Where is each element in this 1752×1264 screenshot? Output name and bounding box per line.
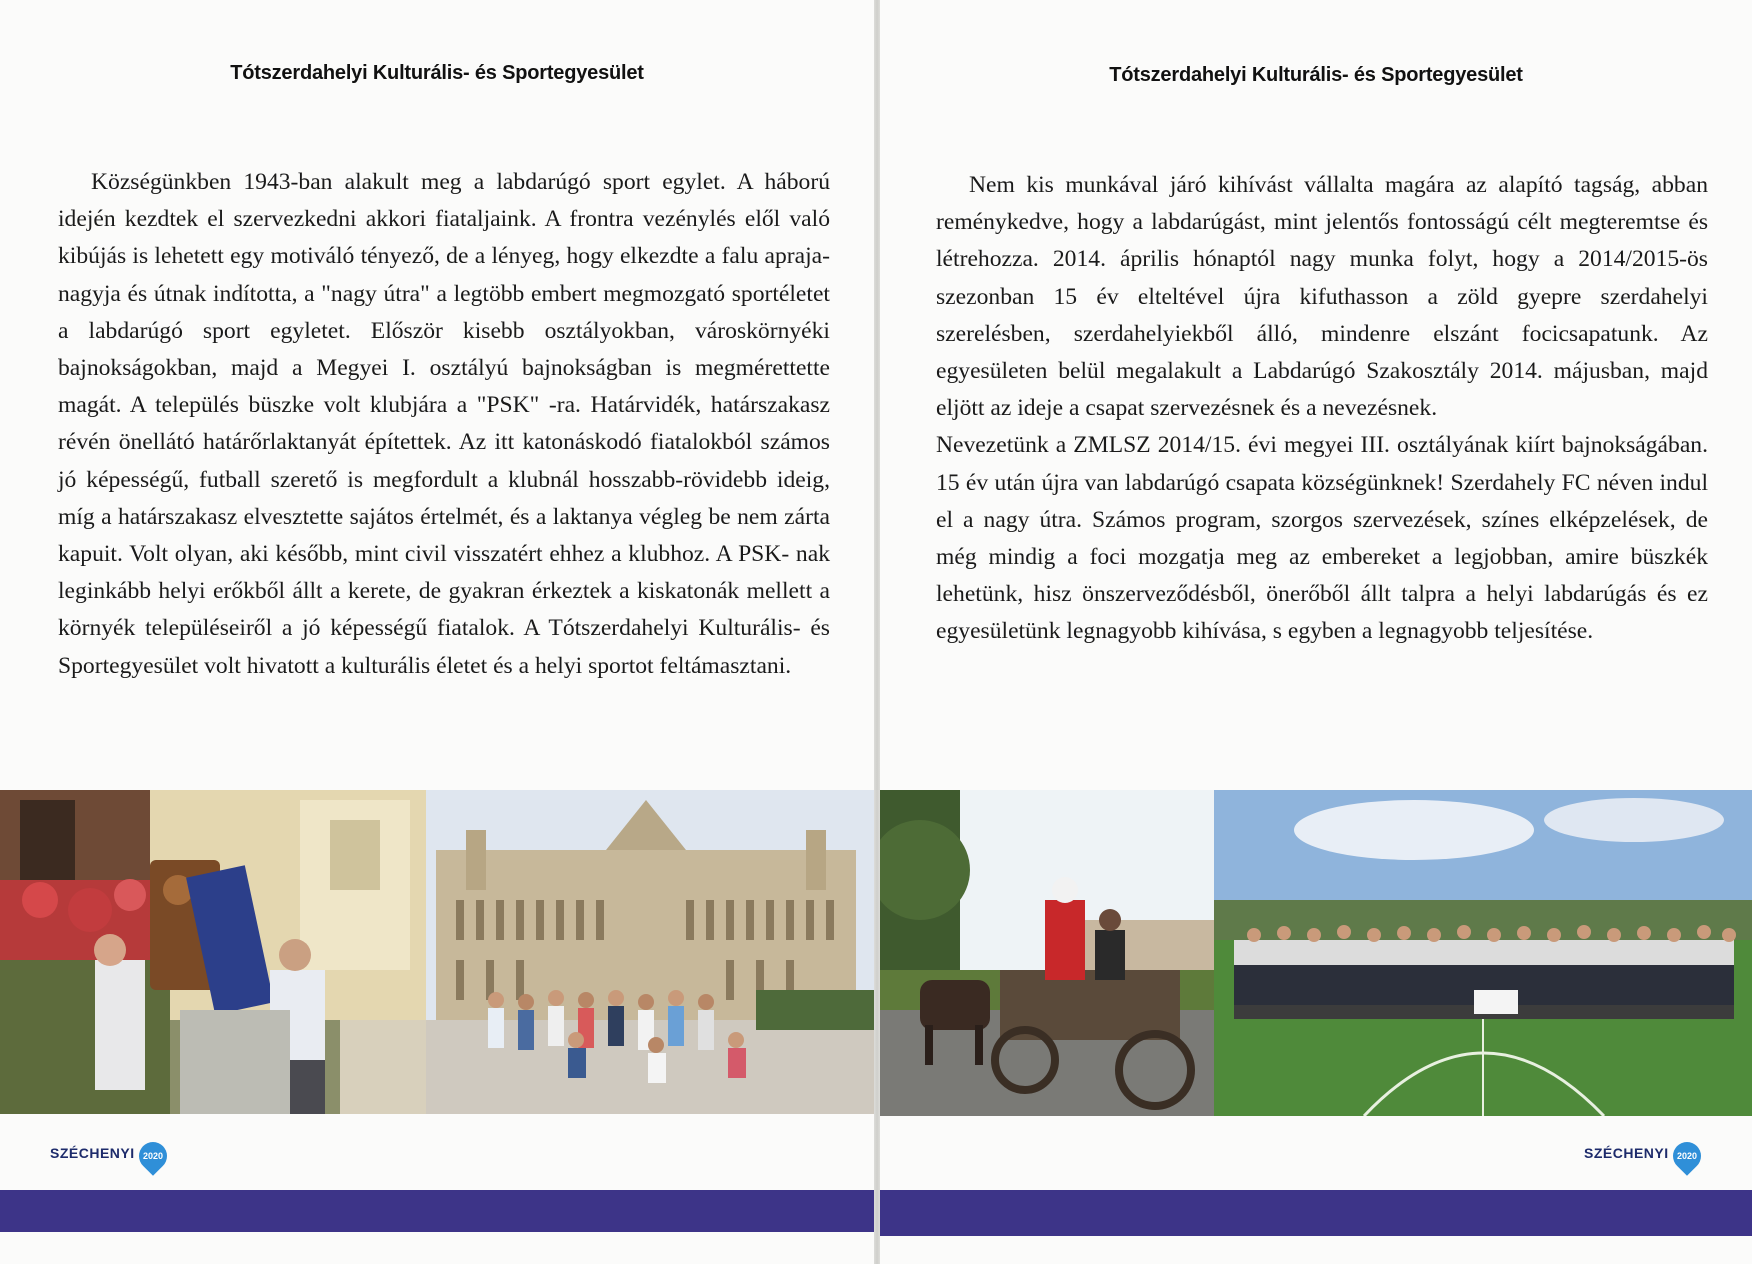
location-pin-icon	[1667, 1136, 1707, 1176]
photo-parliament-group	[426, 790, 874, 1114]
right-page-header: Tótszerdahelyi Kulturális- és Sportegyesület	[1109, 64, 1523, 86]
right-paragraph-1: Nem kis munkával járó kihívást vállalta magára az alapító tagság, abban reménykedve, hogy a labdarúgást, mint jelentős fontosságú célt megteremtse és létrehozza. 2014. április hónaptól nagy munka folyt, hogy a 2014/2015-ös szezonban 15 év elteltével újra kifuthasson a zöld gyepre szerdahelyi szerelésben, szerdahelyiekből álló, mindenre elszánt focicsapatunk. Az egyesületen belül megalakult a Labdarúgó Szakosztály 2014. májusban, majd eljött az ideje a csapat szervezésnek és a nevezésnek.	[936, 172, 1708, 422]
photo-team-on-pitch	[1214, 790, 1752, 1116]
right-page	[880, 0, 1752, 1264]
szechenyi-logo-text: SZÉCHENYI	[1584, 1145, 1669, 1161]
photo-santa-horse-cart	[880, 790, 1214, 1116]
szechenyi-logo	[1584, 1133, 1701, 1173]
szechenyi-logo-text: SZÉCHENYI	[50, 1145, 135, 1161]
right-page-body	[936, 167, 1708, 651]
right-paragraph-2: Nevezetünk a ZMLSZ 2014/15. évi megyei III. osztályának kiírt bajnokságában. 15 év után újra van labdarúgó csapata községünknek! Szerdahely FC néven indul el a nagy útra. Számos program, szorgos szervezések, színes elképzelések, de még mindig a foci mozgatja meg az embereket a legjobban, amire büszkék lehetünk, hisz önszerveződésből, önerőből állt talpra a helyi labdarúgás és ez egyesületünk legnagyobb kihívása, s egyben a legnagyobb teljesítése.	[936, 432, 1708, 645]
left-page-body	[58, 164, 830, 685]
szechenyi-logo-badge: 2020	[1676, 1151, 1697, 1161]
szechenyi-logo	[50, 1133, 167, 1173]
szechenyi-logo-badge: 2020	[142, 1151, 163, 1161]
left-page-header: Tótszerdahelyi Kulturális- és Sportegyesület	[230, 62, 644, 84]
location-pin-icon	[133, 1136, 173, 1176]
left-page	[0, 0, 874, 1264]
left-paragraph-1: Községünkben 1943-ban alakult meg a labdarúgó sport egylet. A háború idején kezdtek el szervezkedni akkori fiataljaink. A frontra vezénylés elől való kibújás is lehetett egy motiváló tényező, de a lényeg, hogy elkezdte a falu apraja-nagyja és útnak indította, a "nagy útra" a legtöbb embert megmozgató sportéletet a labdarúgó sport egyletet. Először kisebb osztályokban, városkörnyéki bajnokságokban, majd a Megyei I. osztályú bajnokságban is megmérettette magát. A település büszke volt klubjára a "PSK" -ra. Határvidék, határszakasz révén önellátó határőrlaktanyát építettek. Az itt katonáskodó fiatalokból számos jó képességű, futball szerető is megfordult a klubnál hosszabb-rövidebb ideig, míg a határszakasz elvesztette sajátos értelmét, és a laktanya végleg be nem zárta kapuit. Volt olyan, aki később, mint civil visszatért ehhez a klubhoz. A PSK- nak leginkább helyi erőkből állt a kerete, de gyakran érkeztek a kiskatonák mellett a környék településeiről a jó képességű fiatalok. A Tótszerdahelyi Kulturális- és Sportegyesület volt hivatott a kulturális életet és a helyi sportot feltámasztani.	[58, 169, 830, 679]
bottom-color-band	[0, 1190, 874, 1232]
photo-plaque-unveiling	[0, 790, 426, 1114]
bottom-color-band	[880, 1190, 1752, 1236]
